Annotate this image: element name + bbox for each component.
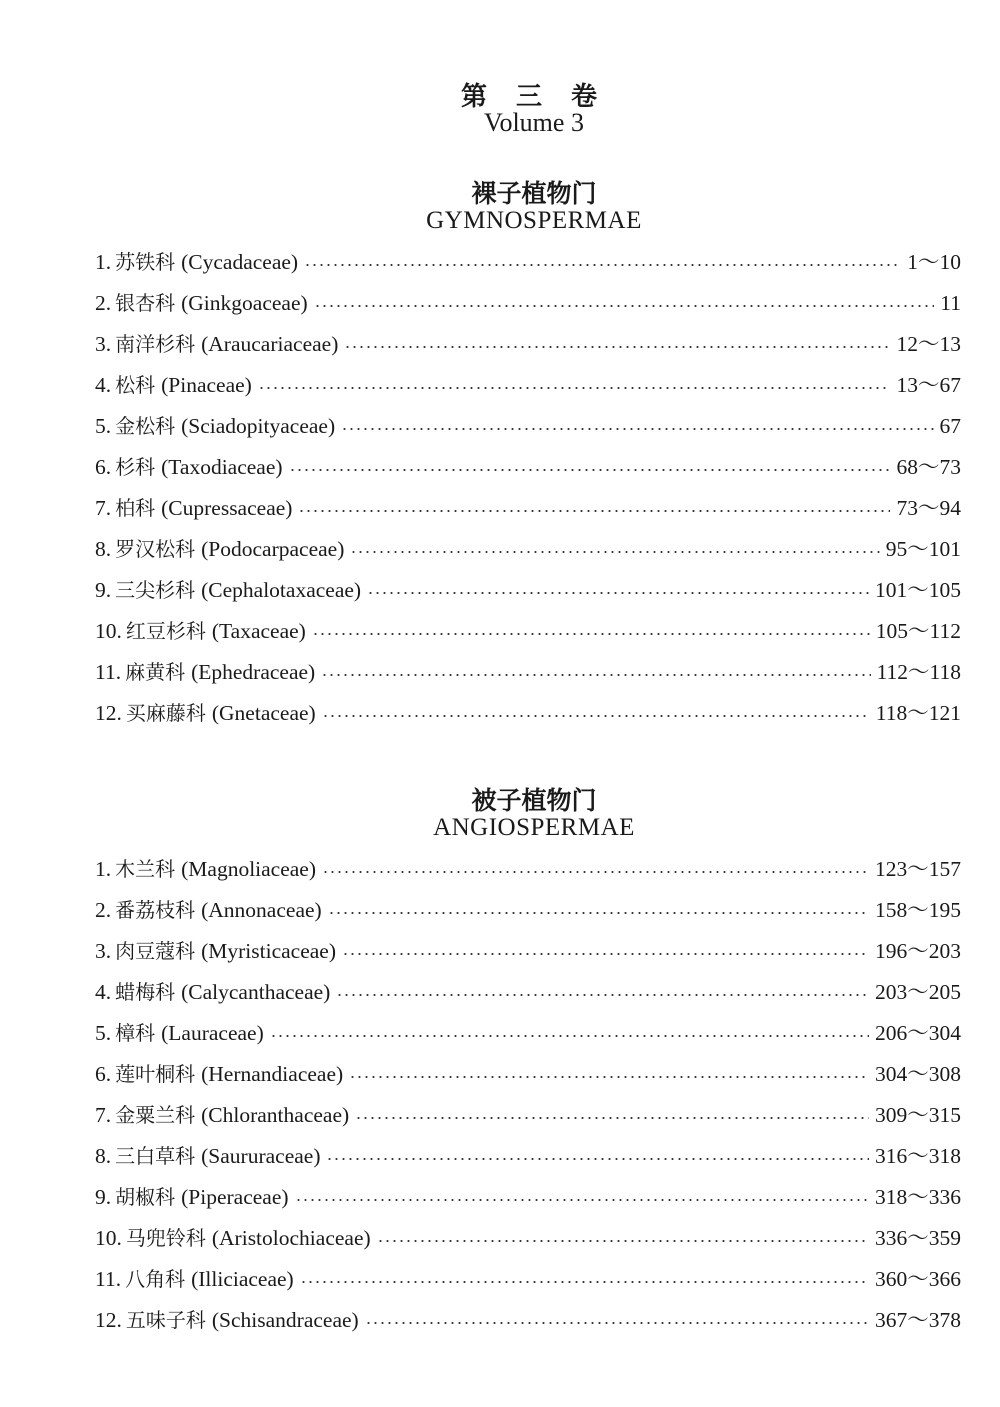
- toc-dot-leader: [367, 591, 869, 595]
- toc-entry-number: 9.: [95, 1185, 112, 1209]
- toc-entry-chinese-name: 银杏科: [115, 291, 176, 315]
- toc-dot-leader: [326, 1157, 869, 1161]
- toc-entry: [95, 324, 961, 365]
- toc-entry: [95, 365, 961, 406]
- toc-entry-latin-name: (Gnetaceae): [211, 701, 316, 725]
- toc-entry: [95, 1259, 961, 1300]
- toc-entry-chinese-name: 五味子科: [125, 1308, 206, 1332]
- toc-entry: [95, 611, 961, 652]
- toc-entry-latin-name: (Annonaceae): [201, 898, 322, 922]
- toc-entry-chinese-name: 红豆杉科: [125, 619, 206, 643]
- toc-entry-pages: 203～205: [874, 980, 961, 1004]
- toc-entry-number: 8.: [95, 537, 112, 561]
- toc-entry: [95, 1013, 961, 1054]
- toc-entry-number: 4.: [95, 980, 112, 1004]
- gymnosperms-heading-en: GYMNOSPERMAE: [426, 207, 642, 234]
- toc-entry-pages: 73～94: [896, 496, 961, 520]
- toc-entry-latin-name: (Hernandiaceae): [201, 1062, 344, 1086]
- toc-dot-leader: [322, 714, 870, 718]
- toc-dot-leader: [258, 386, 891, 390]
- toc-entry-pages: 318～336: [874, 1185, 961, 1209]
- toc-entry-pages: 1～10: [907, 250, 961, 274]
- toc-entry-pages: 112～118: [876, 660, 961, 684]
- toc-entry: [95, 890, 961, 931]
- toc-entry-number: 5.: [95, 1021, 112, 1045]
- toc-entry: [95, 1177, 961, 1218]
- toc-entry: [95, 242, 961, 283]
- toc-entry-chinese-name: 苏铁科: [115, 250, 176, 274]
- toc-dot-leader: [295, 1198, 869, 1202]
- toc-entry-latin-name: (Cycadaceae): [181, 250, 299, 274]
- toc-entry-chinese-name: 罗汉松科: [115, 537, 196, 561]
- toc-dot-leader: [314, 304, 935, 308]
- toc-dot-leader: [304, 263, 901, 267]
- toc-entry-chinese-name: 杉科: [115, 455, 156, 479]
- toc-entry: [95, 447, 961, 488]
- toc-entry-number: 8.: [95, 1144, 112, 1168]
- toc-entry: [95, 570, 961, 611]
- toc-entry-number: 1.: [95, 857, 112, 881]
- toc-dot-leader: [377, 1239, 869, 1243]
- toc-entry-number: 2.: [95, 291, 112, 315]
- toc-entry-chinese-name: 樟科: [115, 1021, 156, 1045]
- toc-entry-chinese-name: 金松科: [115, 414, 176, 438]
- toc-entry-pages: 316～318: [874, 1144, 961, 1168]
- volume-title-zh: 第 三 卷: [460, 82, 608, 112]
- toc-dot-leader: [270, 1034, 869, 1038]
- toc-entry-number: 6.: [95, 1062, 112, 1086]
- toc-dot-leader: [344, 345, 890, 349]
- toc-entry-latin-name: (Podocarpaceae): [201, 537, 345, 561]
- toc-entry-chinese-name: 南洋杉科: [115, 332, 196, 356]
- toc-entry-latin-name: (Schisandraceae): [211, 1308, 359, 1332]
- toc-dot-leader: [341, 427, 933, 431]
- gymnosperms-heading-zh: 裸子植物门: [471, 179, 597, 208]
- toc-entry-latin-name: (Lauraceae): [161, 1021, 264, 1045]
- toc-entry-latin-name: (Cupressaceae): [161, 496, 293, 520]
- toc-entry-number: 10.: [95, 619, 122, 643]
- toc-entry-latin-name: (Sciadopityaceae): [181, 414, 336, 438]
- toc-entry-pages: 360～366: [874, 1267, 961, 1291]
- toc-entry-latin-name: (Myristicaceae): [201, 939, 337, 963]
- toc-dot-leader: [349, 1075, 869, 1079]
- toc-entry-latin-name: (Piperaceae): [181, 1185, 289, 1209]
- toc-entry-number: 3.: [95, 939, 112, 963]
- toc-entry-pages: 336～359: [874, 1226, 961, 1250]
- toc-entry-latin-name: (Ginkgoaceae): [181, 291, 308, 315]
- volume-title-en: Volume 3: [484, 108, 584, 137]
- toc-entry-number: 10.: [95, 1226, 122, 1250]
- angiosperms-toc-list: [95, 849, 961, 1341]
- toc-dot-leader: [300, 1280, 869, 1284]
- toc-entry: [95, 849, 961, 890]
- toc-entry-pages: 67: [939, 414, 961, 438]
- toc-entry-chinese-name: 金粟兰科: [115, 1103, 196, 1127]
- toc-entry: [95, 283, 961, 324]
- toc-entry-number: 1.: [95, 250, 112, 274]
- toc-entry-latin-name: (Ephedraceae): [191, 660, 316, 684]
- toc-entry-number: 12.: [95, 1308, 122, 1332]
- toc-dot-leader: [336, 993, 869, 997]
- angiosperms-heading-en: ANGIOSPERMAE: [433, 814, 635, 841]
- toc-entry: [95, 1054, 961, 1095]
- toc-entry-chinese-name: 麻黄科: [125, 660, 186, 684]
- toc-entry: [95, 406, 961, 447]
- toc-entry-chinese-name: 胡椒科: [115, 1185, 176, 1209]
- toc-entry-latin-name: (Araucariaceae): [201, 332, 339, 356]
- toc-entry-chinese-name: 三尖杉科: [115, 578, 196, 602]
- gymnosperms-toc-list: [95, 242, 961, 734]
- toc-entry-latin-name: (Illiciaceae): [191, 1267, 294, 1291]
- toc-entry-pages: 196～203: [874, 939, 961, 963]
- toc-entry: [95, 488, 961, 529]
- toc-entry-pages: 123～157: [874, 857, 961, 881]
- toc-entry-pages: 68～73: [896, 455, 961, 479]
- toc-entry: [95, 1095, 961, 1136]
- toc-entry-pages: 304～308: [874, 1062, 961, 1086]
- toc-entry-latin-name: (Aristolochiaceae): [211, 1226, 371, 1250]
- toc-entry-latin-name: (Taxodiaceae): [161, 455, 283, 479]
- toc-entry-number: 11.: [95, 1267, 122, 1291]
- toc-entry-number: 7.: [95, 1103, 112, 1127]
- toc-dot-leader: [342, 952, 869, 956]
- toc-dot-leader: [298, 509, 890, 513]
- toc-entry-chinese-name: 买麻藤科: [125, 701, 206, 725]
- toc-entry-chinese-name: 三白草科: [115, 1144, 196, 1168]
- toc-entry-chinese-name: 莲叶桐科: [115, 1062, 196, 1086]
- toc-dot-leader: [289, 468, 891, 472]
- angiosperms-heading-zh: 被子植物门: [471, 786, 597, 815]
- toc-entry: [95, 529, 961, 570]
- toc-entry-latin-name: (Cephalotaxaceae): [201, 578, 362, 602]
- toc-entry-chinese-name: 柏科: [115, 496, 156, 520]
- toc-entry-chinese-name: 番荔枝科: [115, 898, 196, 922]
- toc-entry-number: 2.: [95, 898, 112, 922]
- toc-entry-chinese-name: 蜡梅科: [115, 980, 176, 1004]
- toc-entry-pages: 13～67: [896, 373, 961, 397]
- toc-entry-chinese-name: 八角科: [125, 1267, 186, 1291]
- toc-entry-latin-name: (Saururaceae): [201, 1144, 321, 1168]
- toc-entry-latin-name: (Pinaceae): [161, 373, 252, 397]
- toc-entry-chinese-name: 松科: [115, 373, 156, 397]
- toc-entry-pages: 118～121: [875, 701, 961, 725]
- toc-entry-latin-name: (Chloranthaceae): [201, 1103, 350, 1127]
- toc-entry-latin-name: (Taxaceae): [211, 619, 306, 643]
- toc-dot-leader: [365, 1321, 869, 1325]
- toc-entry-pages: 206～304: [874, 1021, 961, 1045]
- toc-dot-leader: [321, 673, 870, 677]
- toc-dot-leader: [328, 911, 869, 915]
- toc-dot-leader: [350, 550, 879, 554]
- toc-dot-leader: [355, 1116, 869, 1120]
- toc-entry-pages: 11: [940, 291, 961, 315]
- toc-entry: [95, 693, 961, 734]
- toc-entry: [95, 1136, 961, 1177]
- toc-entry-number: 11.: [95, 660, 122, 684]
- toc-entry-number: 4.: [95, 373, 112, 397]
- toc-entry: [95, 1218, 961, 1259]
- toc-entry-latin-name: (Calycanthaceae): [181, 980, 331, 1004]
- toc-entry-chinese-name: 木兰科: [115, 857, 176, 881]
- toc-entry: [95, 931, 961, 972]
- toc-entry-pages: 101～105: [874, 578, 961, 602]
- toc-entry-number: 6.: [95, 455, 112, 479]
- toc-entry-chinese-name: 肉豆蔻科: [115, 939, 196, 963]
- toc-entry-pages: 95～101: [885, 537, 961, 561]
- toc-dot-leader: [312, 632, 870, 636]
- toc-entry-pages: 158～195: [874, 898, 961, 922]
- toc-entry-pages: 12～13: [896, 332, 961, 356]
- toc-entry-pages: 309～315: [874, 1103, 961, 1127]
- toc-entry: [95, 1300, 961, 1341]
- toc-entry: [95, 972, 961, 1013]
- toc-entry-chinese-name: 马兜铃科: [125, 1226, 206, 1250]
- toc-entry-pages: 367～378: [874, 1308, 961, 1332]
- toc-entry-number: 5.: [95, 414, 112, 438]
- toc-entry-number: 7.: [95, 496, 112, 520]
- toc-entry-number: 9.: [95, 578, 112, 602]
- toc-entry-latin-name: (Magnoliaceae): [181, 857, 317, 881]
- toc-entry-pages: 105～112: [875, 619, 961, 643]
- toc-dot-leader: [322, 870, 869, 874]
- toc-entry-number: 3.: [95, 332, 112, 356]
- toc-entry-number: 12.: [95, 701, 122, 725]
- toc-entry: [95, 652, 961, 693]
